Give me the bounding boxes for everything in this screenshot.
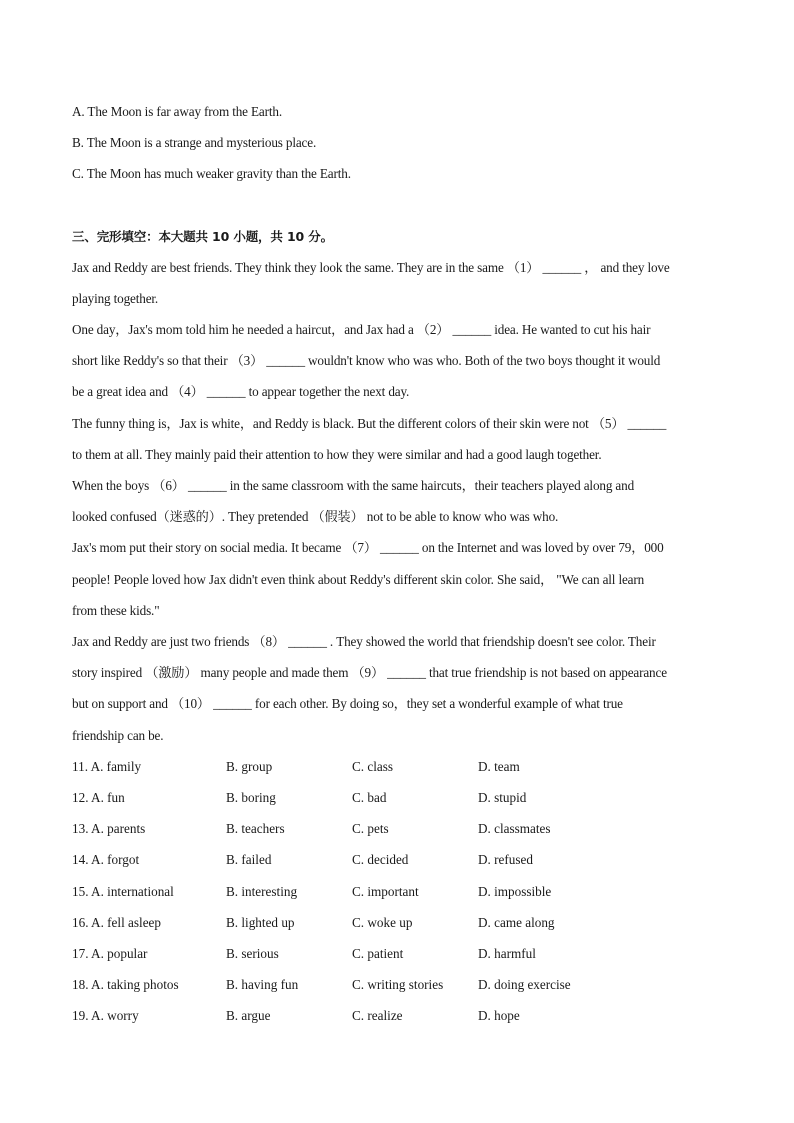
- passage-line: be a great idea and （4） ______ to appear together the next day.: [72, 384, 410, 399]
- option-b[interactable]: B. boring: [226, 790, 276, 805]
- passage-line: When the boys （6） ______ in the same classroom with the same haircuts，their teachers played along and: [72, 478, 635, 493]
- option-c[interactable]: C. writing stories: [352, 977, 444, 992]
- question-row-19: [72, 1007, 732, 1025]
- passage-line: Jax and Reddy are best friends. They think they look the same. They are in the same （1） ______ ， and they love: [72, 260, 670, 275]
- passage-line: One day，Jax's mom told him he needed a haircut，and Jax had a （2） ______ idea. He wanted to cut his hair: [72, 322, 651, 337]
- option-d[interactable]: D. classmates: [478, 821, 551, 836]
- option-a[interactable]: 19. A. worry: [72, 1008, 139, 1023]
- passage-line: Jax and Reddy are just two friends （8） ______ . They showed the world that friendship doesn't see color. Their: [72, 634, 656, 649]
- option-d[interactable]: D. came along: [478, 915, 555, 930]
- passage-line: The funny thing is，Jax is white，and Reddy is black. But the different colors of their skin were not （5） ______: [72, 416, 667, 431]
- passage-line: but on support and （10） ______ for each other. By doing so，they set a wonderful example of what true: [72, 696, 623, 711]
- question-row-17: [72, 945, 732, 963]
- question-row-18: [72, 976, 732, 994]
- passage-line: friendship can be.: [72, 728, 164, 743]
- passage-line: looked confused（迷惑的）. They pretended （假装） not to be able to know who was who.: [72, 509, 559, 524]
- option-d[interactable]: D. refused: [478, 852, 533, 867]
- option-c[interactable]: C. realize: [352, 1008, 403, 1023]
- option-b[interactable]: B. serious: [226, 946, 279, 961]
- option-a[interactable]: 17. A. popular: [72, 946, 148, 961]
- passage-line: playing together.: [72, 291, 159, 306]
- question-row-12: [72, 789, 732, 807]
- option-a[interactable]: 13. A. parents: [72, 821, 146, 836]
- option-a[interactable]: 11. A. family: [72, 759, 142, 774]
- passage-line: short like Reddy's so that their （3） ______ wouldn't know who was who. Both of the two boys thought it would: [72, 353, 661, 368]
- prev-option-c: C. The Moon has much weaker gravity than the Earth.: [72, 166, 351, 181]
- option-b[interactable]: B. lighted up: [226, 915, 295, 930]
- option-d[interactable]: D. team: [478, 759, 520, 774]
- question-row-14: [72, 851, 732, 869]
- passage-line: story inspired （激励） many people and made them （9） ______ that true friendship is not based on appearance: [72, 665, 667, 680]
- question-row-13: [72, 820, 732, 838]
- option-b[interactable]: B. argue: [226, 1008, 271, 1023]
- option-c[interactable]: C. bad: [352, 790, 387, 805]
- question-row-15: [72, 883, 732, 901]
- option-d[interactable]: D. stupid: [478, 790, 527, 805]
- option-b[interactable]: B. interesting: [226, 884, 298, 899]
- option-b[interactable]: B. failed: [226, 852, 272, 867]
- question-row-16: [72, 914, 732, 932]
- option-b[interactable]: B. group: [226, 759, 273, 774]
- option-d[interactable]: D. harmful: [478, 946, 536, 961]
- option-b[interactable]: B. having fun: [226, 977, 299, 992]
- question-row-11: [72, 758, 732, 776]
- option-a[interactable]: 15. A. international: [72, 884, 174, 899]
- option-d[interactable]: D. hope: [478, 1008, 520, 1023]
- option-a[interactable]: 12. A. fun: [72, 790, 125, 805]
- option-c[interactable]: C. class: [352, 759, 394, 774]
- passage-line: from these kids.": [72, 603, 160, 618]
- prev-option-a: A. The Moon is far away from the Earth.: [72, 104, 282, 119]
- option-c[interactable]: C. decided: [352, 852, 409, 867]
- prev-option-b: B. The Moon is a strange and mysterious place.: [72, 135, 317, 150]
- option-c[interactable]: C. patient: [352, 946, 404, 961]
- option-c[interactable]: C. important: [352, 884, 419, 899]
- option-a[interactable]: 14. A. forgot: [72, 852, 140, 867]
- option-d[interactable]: D. impossible: [478, 884, 552, 899]
- passage-line: people! People loved how Jax didn't even think about Reddy's different skin color. She said， "We can all learn: [72, 572, 645, 587]
- option-d[interactable]: D. doing exercise: [478, 977, 571, 992]
- passage-line: Jax's mom put their story on social media. It became （7） ______ on the Internet and was loved by over 79，000: [72, 540, 664, 555]
- option-a[interactable]: 16. A. fell asleep: [72, 915, 161, 930]
- passage-line: to them at all. They mainly paid their attention to how they were similar and had a good laugh together.: [72, 447, 602, 462]
- option-a[interactable]: 18. A. taking photos: [72, 977, 179, 992]
- option-c[interactable]: C. woke up: [352, 915, 413, 930]
- option-b[interactable]: B. teachers: [226, 821, 285, 836]
- section-heading: 三、完形填空：本大题共 10 小题，共 10 分。: [72, 229, 333, 244]
- option-c[interactable]: C. pets: [352, 821, 389, 836]
